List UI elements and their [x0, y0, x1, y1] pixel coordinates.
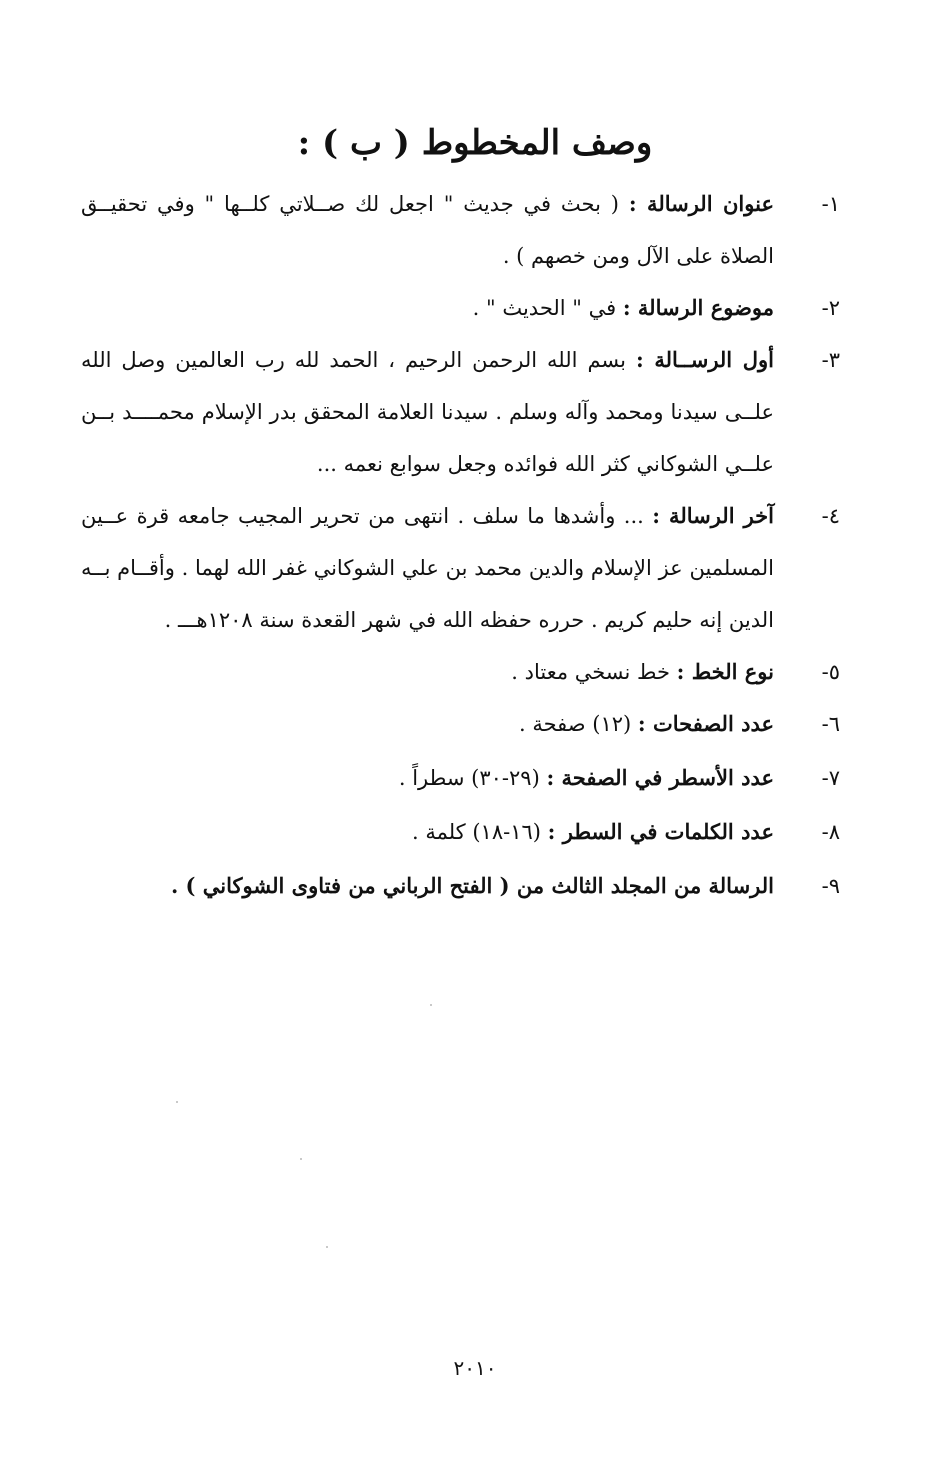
item-number: ٣-	[821, 348, 840, 372]
item-body	[81, 860, 774, 912]
item-number: ٢-	[821, 296, 840, 320]
item-body	[81, 334, 774, 490]
item-text: (٢٩-٣٠) سطراً .	[398, 766, 540, 790]
item-number: ٨-	[821, 820, 840, 844]
item-label: عدد الكلمات في السطر :	[547, 819, 774, 844]
item-number: ٤-	[821, 504, 840, 528]
item-body	[81, 282, 774, 334]
item-text: خط نسخي معتاد .	[511, 660, 670, 684]
scan-speck	[176, 1101, 178, 1103]
item-body	[81, 178, 774, 282]
item-body	[81, 698, 774, 750]
item-number: ٦-	[821, 712, 840, 736]
item-label: عدد الأسطر في الصفحة :	[546, 765, 774, 790]
item-text: الرسالة من المجلد الثالث من ( الفتح الرباني من فتاوى الشوكاني ) .	[170, 873, 774, 898]
item-number: ٥-	[821, 660, 840, 684]
scan-speck	[326, 1246, 328, 1248]
item-text: في " الحديث " .	[472, 296, 617, 320]
page-title: وصف المخطوط ( ب ) :	[297, 123, 653, 163]
item-text: ( بحث في جديث " اجعل لك صــلاتي كلــها " وفي تحقيــق الصلاة على الآل ومن خصهم ) .	[81, 192, 774, 268]
item-label: آخر الرسالة :	[652, 503, 774, 528]
item-label: عدد الصفحات :	[637, 711, 774, 736]
item-body	[81, 806, 774, 858]
item-label: نوع الخط :	[676, 659, 774, 684]
item-number: ٧-	[821, 766, 840, 790]
item-label: أول الرســالة :	[636, 347, 774, 372]
scan-speck	[300, 1158, 302, 1160]
scan-speck	[430, 1004, 432, 1006]
item-body	[81, 646, 774, 698]
item-label: موضوع الرسالة :	[622, 295, 774, 320]
page-number: ٢٠١٠	[453, 1356, 497, 1380]
item-label: عنوان الرسالة :	[628, 191, 774, 216]
item-text: ... وأشدها ما سلف . انتهى من تحرير المجيب جامعه قرة عــين المسلمين عز الإسلام والدين محمد بن علي الشوكاني غفر الله لهما . وأقــام بــه الدين إنه حليم كريم . حرره حفظه الله في شهر القعدة سنة ١٢٠٨هـــ .	[81, 504, 774, 632]
item-text: بسم الله الرحمن الرحيم ، الحمد لله رب العالمين وصل الله علــى سيدنا ومحمد وآله وسلم . سيدنا العلامة المحقق بدر الإسلام محمــــد بــن علــي الشوكاني كثر الله فوائده وجعل سوابع نعمه ...	[81, 348, 774, 476]
item-text: (١٦-١٨) كلمة .	[411, 820, 541, 844]
item-text: (١٢) صفحة .	[518, 712, 632, 736]
item-number: ١-	[821, 192, 840, 216]
item-body	[81, 752, 774, 804]
item-number: ٩-	[821, 874, 840, 898]
item-body	[81, 490, 774, 646]
